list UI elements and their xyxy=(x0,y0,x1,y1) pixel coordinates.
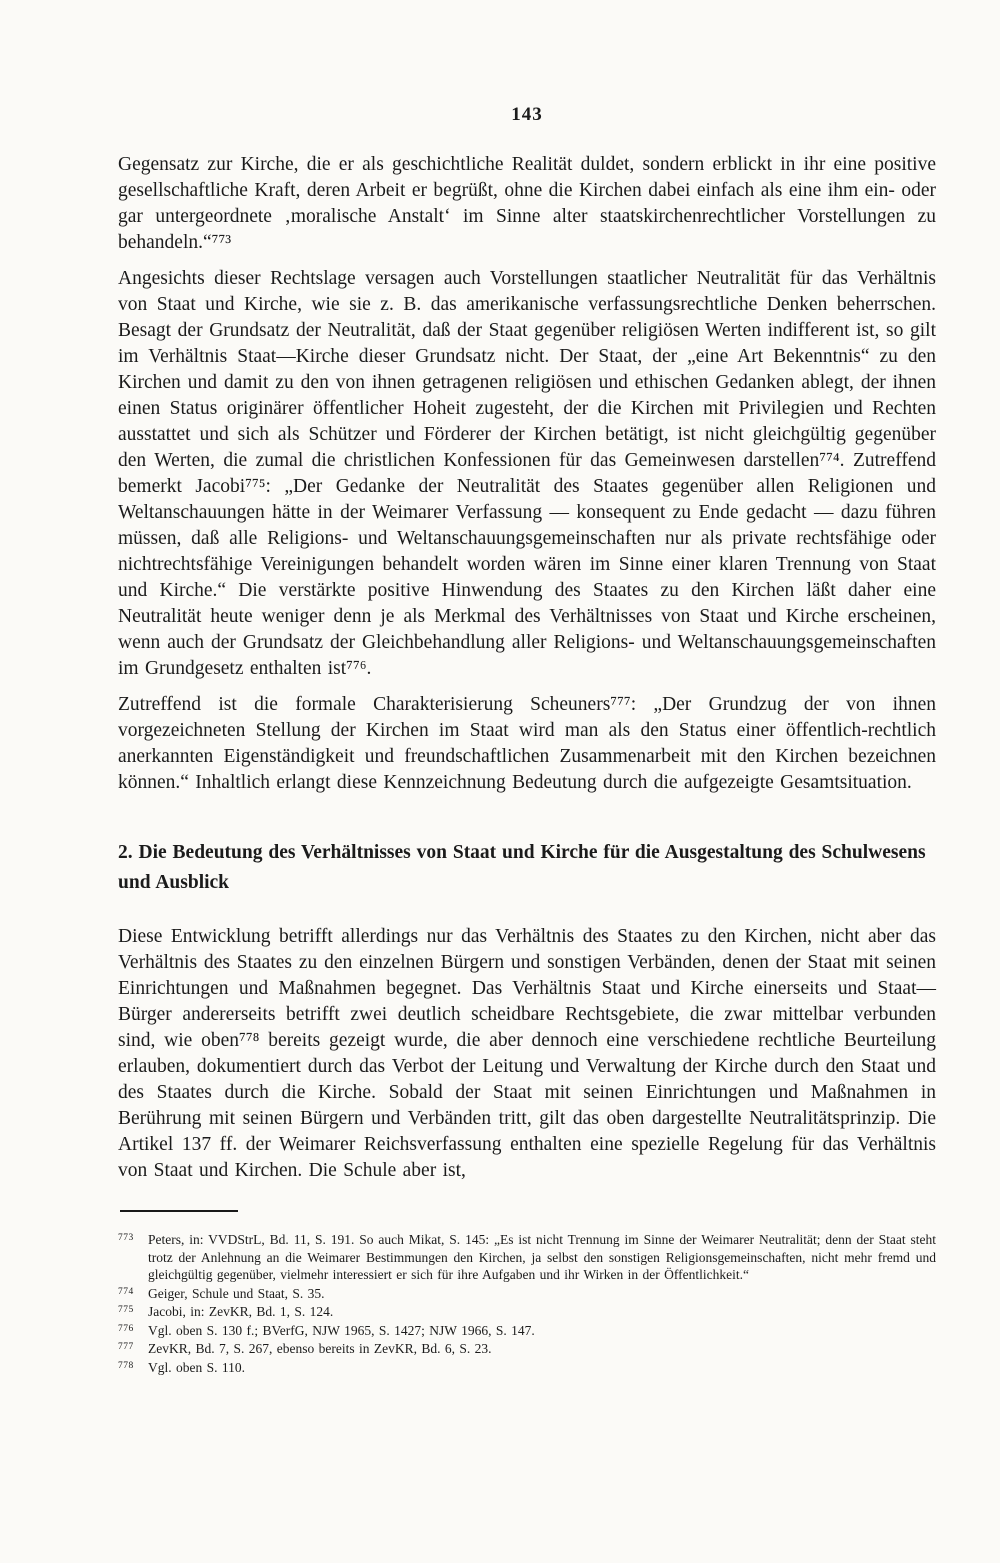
footnote-marker: 774 xyxy=(118,1286,134,1297)
footnote-separator-rule xyxy=(120,1210,238,1212)
paragraph-scheuner: Zutreffend ist die formale Charakterisierung Scheuners⁷⁷⁷: „Der Grundzug der von ihnen vorgezeichneten Stellung der Kirchen im Staat wird man als den Status einer öffentlich-rechtlich anerkannten Eigenständigkeit und freundschaftlichen Zusammenarbeit mit den Kirchen bezeichnen können.“ Inhaltlich erlangt diese Kennzeichnung Bedeutung durch die aufgezeigte Gesamtsituation. xyxy=(118,694,936,793)
footnote-marker: 777 xyxy=(118,1342,134,1352)
footnote-marker: 773 xyxy=(118,1233,134,1243)
paragraph-neutrality: Angesichts dieser Rechtslage versagen auch Vorstellungen staatlicher Neutralität für das Verhältnis von Staat und Kirche, wie sie z. B. das amerikanische verfassungsrechtliche Denken beherrschen. Besagt der Grundsatz der Neutralität, daß der Staat gegenüber religiösen Werten indifferent ist, so gilt im Verhältnis Staat—Kirche dieser Grundsatz nicht. Der Staat, der „eine Art Bekenntnis“ zu den Kirchen und damit zu den von ihnen getragenen religiösen und ethischen Gedanken ablegt, der ihnen einen Status originärer öffentlicher Hoheit zugesteht, der die Kirchen mit Privilegien und Rechten ausstattet und sich als Schützer und Förderer der Kirchen betätigt, ist nicht gleichgültig gegenüber den Werten, die zumal die christlichen Konfessionen für das Gemeinwesen darstellen⁷⁷⁴. Zutreffend bemerkt Jacobi⁷⁷⁵: „Der Gedanke der Neutralität des Staates gegenüber allen Religionen und Weltanschauungen hätte in der Weimarer Verfassung — konsequent zu Ende gedacht — dazu führen müssen, daß alle Religions- und Weltanschauungsgemeinschaften nur als private rechtsfähige oder nichtrechtsfähige Vereinigungen behandelt worden wären im Sinne einer klaren Trennung von Staat und Kirche.“ Die verstärkte positive Hinwendung des Staates zu den Kirchen läßt daher eine Neutralität heute weniger denn je als Merkmal des Verhältnisses von Staat und Kirche erscheinen, wenn auch der Grundsatz der Gleichbehandlung aller Religions- und Weltanschauungsgemeinschaften im Grundgesetz enthalten ist⁷⁷⁶. xyxy=(118,268,936,679)
page-number: 143 xyxy=(511,104,543,125)
footnote-text: Vgl. oben S. 110. xyxy=(148,1359,245,1375)
footnote-text: Vgl. oben S. 130 f.; BVerfG, NJW 1965, S. 1427; NJW 1966, S. 147. xyxy=(148,1322,535,1338)
footnote-text: ZevKR, Bd. 7, S. 267, ebenso bereits in ZevKR, Bd. 6, S. 23. xyxy=(148,1341,492,1356)
paragraph-continuation: Gegensatz zur Kirche, die er als geschichtliche Realität duldet, sondern erblickt in ihr eine positive gesellschaftliche Kraft, deren Arbeit er begrüßt, ohne die Kirchen dabei einfach als eine ihm ein- oder gar untergeordnete ‚moralische Anstalt‘ im Sinne alter staatskirchenrechtlicher Vorstellungen zu behandeln.“⁷⁷³ xyxy=(118,154,936,253)
footnote-773 xyxy=(118,1230,936,1284)
footnote-text: Peters, in: VVDStrL, Bd. 11, S. 191. So auch Mikat, S. 145: „Es ist nicht Trennung im Sinne der Weimarer Neutralität; denn der Staat steht trotz der Anlehnung an die Weimarer Bestimmungen den Kirchen, ja selbst den sonstigen Religionsgemeinschaften, nicht mehr fremd und gleichgültig gegenüber, vielmehr interessiert er sich für ihre Aufgaben und ihr Wirken in der Öffentlichkeit.“ xyxy=(148,1232,936,1282)
footnote-777 xyxy=(118,1339,936,1358)
footnote-778 xyxy=(118,1358,936,1377)
footnote-776 xyxy=(118,1321,936,1340)
footnote-text: Jacobi, in: ZevKR, Bd. 1, S. 124. xyxy=(148,1304,334,1319)
footnotes-block xyxy=(118,1230,936,1376)
footnote-775 xyxy=(118,1302,936,1321)
footnote-marker: 778 xyxy=(118,1360,134,1371)
footnote-marker: 775 xyxy=(118,1305,134,1315)
footnote-774 xyxy=(118,1284,936,1303)
footnote-marker: 776 xyxy=(118,1323,134,1334)
paragraph-schulwesen: Diese Entwicklung betrifft allerdings nur das Verhältnis des Staates zu den Kirchen, nicht aber das Verhältnis des Staates zu den einzelnen Bürgern und sonstigen Verbänden, denen der Staat mit seinen Einrichtungen und Maßnahmen begegnet. Das Verhältnis Staat und Kirche einerseits und Staat—Bürger andererseits betrifft zwei deutlich scheidbare Rechtsgebiete, die zwar mittelbar verbunden sind, wie oben⁷⁷⁸ bereits gezeigt wurde, die aber dennoch eine verschiedene rechtliche Beurteilung erlauben, dokumentiert durch das Verbot der Leitung und Verwaltung der Kirche durch den Staat und des Staates durch die Kirche. Sobald der Staat mit seinen Einrichtungen und Maßnahmen in Berührung mit seinen Bürgern und Verbänden tritt, gilt das oben dargestellte Neutralitätsprinzip. Die Artikel 137 ff. der Weimarer Reichsverfassung enthalten eine spezielle Regelung für das Verhältnis von Staat und Kirchen. Die Schule aber ist, xyxy=(118,926,936,1181)
footnote-text: Geiger, Schule und Staat, S. 35. xyxy=(148,1285,325,1301)
section-heading: 2. Die Bedeutung des Verhältnisses von Staat und Kirche für die Ausgestaltung des Schulwesens und Ausblick xyxy=(118,842,926,893)
